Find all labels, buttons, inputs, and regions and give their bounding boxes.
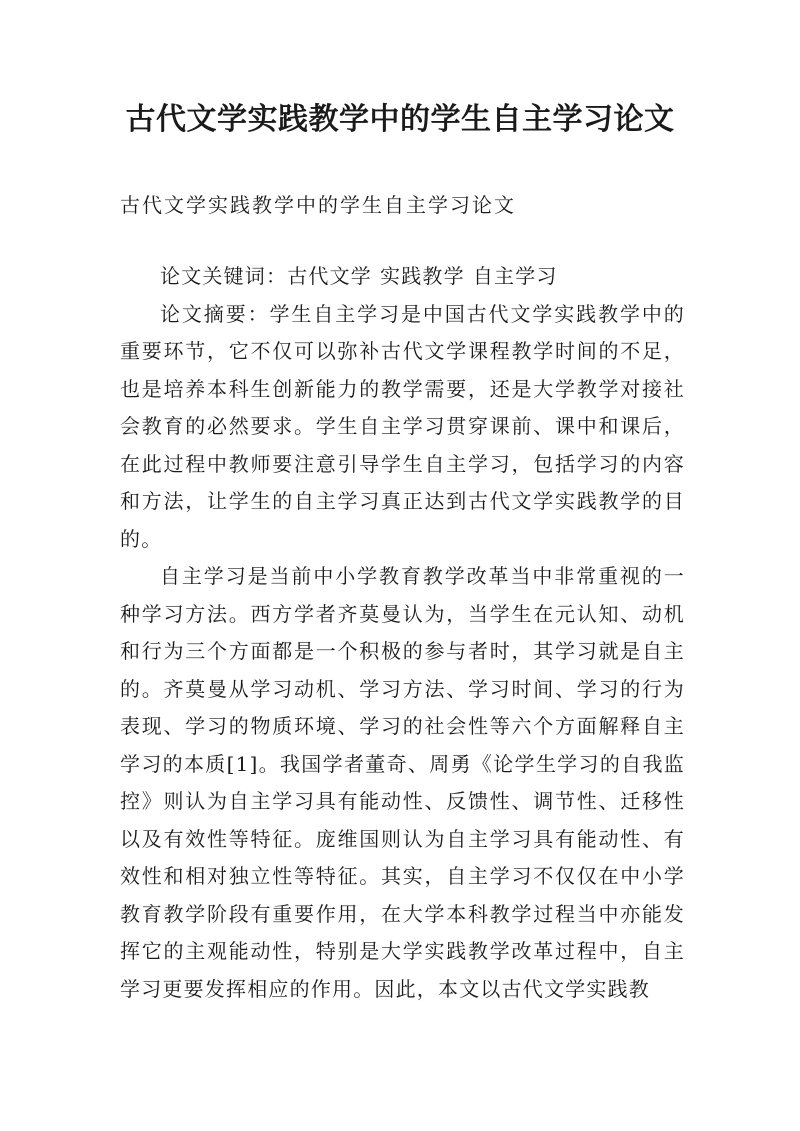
keywords-line [120,258,685,296]
body-paragraph: 自主学习是当前中小学教育教学改革当中非常重视的一种学习方法。西方学者齐莫曼认为，当学生在元认知、动机和行为三个方面都是一个积极的参与者时，其学习就是自主的。齐莫曼从学习动机、学习方法、学习时间、学习的行为表现、学习的物质环境、学习的社会性等六个方面解释自主学习的本质[1]。我国学者董奇、周勇《论学生学习的自我监控》则认为自主学习具有能动性、反馈性、调节性、迁移性以及有效性等特征。庞维国则认为自主学习具有能动性、有效性和相对独立性等特征。其实，自主学习不仅仅在中小学教育教学阶段有重要作用，在大学本科教学过程当中亦能发挥它的主观能动性，特别是大学实践教学改革过程中，自主学习更要发挥相应的作用。因此，本文以古代文学实践教 [120,564,685,1001]
keyword-item: 实践教学 [380,264,465,288]
abstract-paragraph: 论文摘要：学生自主学习是中国古代文学实践教学中的重要环节，它不仅可以弥补古代文学课程教学时间的不足，也是培养本科生创新能力的教学需要，还是大学教学对接社会教育的必然要求。学生自主学习贯穿课前、课中和课后，在此过程中教师要注意引导学生自主学习，包括学习的内容和方法，让学生的自主学习真正达到古代文学实践教学的目的。 [120,301,685,551]
keyword-item: 自主学习 [472,264,558,288]
document-subtitle: 古代文学实践教学中的学生自主学习论文 [120,193,516,217]
document-body [120,258,685,1008]
document-title: 古代文学实践教学中的学生自主学习论文 [125,102,675,137]
keyword-item: 古代文学 [287,264,373,288]
keywords-label: 论文关键词： [160,264,288,288]
